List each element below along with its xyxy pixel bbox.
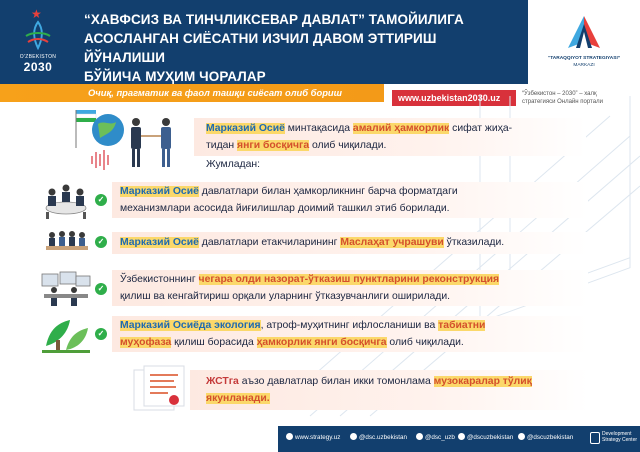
tent-logo-icon [564,14,604,52]
documents-icon [130,364,196,414]
leaders-meeting-icon [42,228,92,254]
uzbekistan-2030-logo [12,8,64,78]
check-icon: ✓ [95,194,107,206]
item-5-completed: якунланади. [206,392,270,404]
portal-url-text: www.uzbekistan2030.uz [398,93,501,103]
item-3-checkpoints: чегара олди назорат-ўтказиш пунктларини реконструкция [198,274,500,285]
item-2-text-2: ўтказилади. [443,237,505,248]
intro-text-2: сифат жиҳа- [449,123,513,134]
portal-note-line-2: стратегияси Онлайн портали [522,98,603,105]
item-4-new-stage: ҳамкорлик янги босқичга [256,336,387,348]
figure-icon [22,20,54,50]
item-4-nature: табиатни [438,320,486,331]
item-5-text [206,374,582,407]
item-4-text-1: , атроф-муҳитнинг ифлосланиши ва [260,320,439,331]
item-1-text-1: давлатлари билан ҳамкорликнинг барча форматдаги [198,186,458,197]
footer-org [602,431,638,443]
check-icon: ✓ [95,283,107,295]
globe-icon [286,433,293,440]
item-1-region: Марказий Осиё [120,186,199,197]
intro-text-1: минтақасида [284,123,353,134]
logo-year: 2030 [23,60,53,74]
footer-telegram-link[interactable] [458,433,513,441]
telegram-icon [458,433,465,440]
footer-site-text: www.strategy.uz [295,434,341,441]
header-banner [0,0,640,84]
center-name: “TARAQQIYOT STRATEGIYASI” [547,56,621,61]
item-4-text-3: олиб чиқилади. [386,336,464,348]
footer-org-line-1: Development [602,431,632,437]
item-4-text [120,318,580,351]
title-line-3: БЎЙИЧА МУҲИМ ЧОРАЛАР [84,69,266,84]
slogan-text: Очиқ, прагматик ва фаол ташқи сиёсат олиб бориш [88,87,342,98]
footer-tw-text: @dscuzbekistan [527,434,574,441]
portal-note-line-1: “Ўзбекистон – 2030” – халқ [522,91,597,97]
item-5-text-1: аъзо давлатлар билан икки томонлама [238,376,434,387]
footer-site-link[interactable] [286,433,340,441]
strategy-center-logo [528,0,640,84]
footer-bar [278,426,640,452]
meeting-table-icon [40,180,92,220]
item-1-text-2: механизмлари асосида йиғилишлар доимий ташкил этиб борилади. [120,202,450,214]
item-4-text-2: қилиш борасида [171,336,257,348]
intro-cooperation: амалий ҳамкорлик [352,123,450,134]
facebook-icon [350,433,357,440]
title-line-1: “ХАВФСИЗ ВА ТИНЧЛИКСЕВАР ДАВЛАТ” ТАМОЙИЛИГА [84,12,464,27]
footer-instagram-link[interactable] [416,433,455,441]
item-2-text-1: давлатлари етакчиларининг [198,237,341,248]
handshake-leaders-icon [70,108,185,172]
footer-fb-text: @dsc.uzbekistan [359,434,408,441]
item-1-text [120,184,580,217]
center-sub: MARKAZI [573,63,595,68]
item-2-region: Марказий Осиё [120,237,199,248]
footer-ig-text: @dsc_uzb [425,434,455,441]
item-3-text [120,272,580,305]
dsc-logo-icon [590,432,600,444]
check-icon: ✓ [95,236,107,248]
footer-facebook-link[interactable] [350,433,407,441]
intro-new-stage: янги босқичга [237,139,310,151]
intro-sub: Жумладан: [206,159,261,170]
item-2-text [120,235,580,252]
twitter-icon [518,433,525,440]
item-4-protection: муҳофаза [120,336,172,348]
footer-tg-text: @dscuzbekistan [467,434,514,441]
footer-twitter-link[interactable] [518,433,573,441]
star-icon: ★ [31,7,42,21]
item-2-consultative-meeting: Маслаҳат учрашуви [340,237,444,248]
instagram-icon [416,433,423,440]
intro-region: Марказий Осиё [206,123,285,134]
title-line-2: АСОСЛАНГАН СИЁСАТНИ ИЗЧИЛ ДАВОМ ЭТТИРИШ ЙЎНАЛИШИ [84,31,437,65]
item-4-ecology: Марказий Осиёда экология [120,320,261,331]
intro-text-3: тидан [206,139,238,151]
intro-paragraph [206,121,582,154]
item-5-negotiations: музокаралар тўлиқ [433,376,532,387]
item-3-text-1: Ўзбекистоннинг [120,274,199,285]
check-icon: ✓ [95,328,107,340]
intro-text-4: олиб чиқилади. [309,139,387,151]
ecology-icon [40,316,92,354]
item-3-text-2: қилиш ва кенгайтириш орқали уларнинг ўтказувчанлиги оширилади. [120,290,451,302]
item-5-wto: ЖСТга [206,376,239,387]
border-control-icon [40,268,92,308]
logo-country: O'ZBEKISTON [19,54,57,60]
page-title [84,10,514,86]
footer-org-line-2: Strategy Center [602,437,638,443]
